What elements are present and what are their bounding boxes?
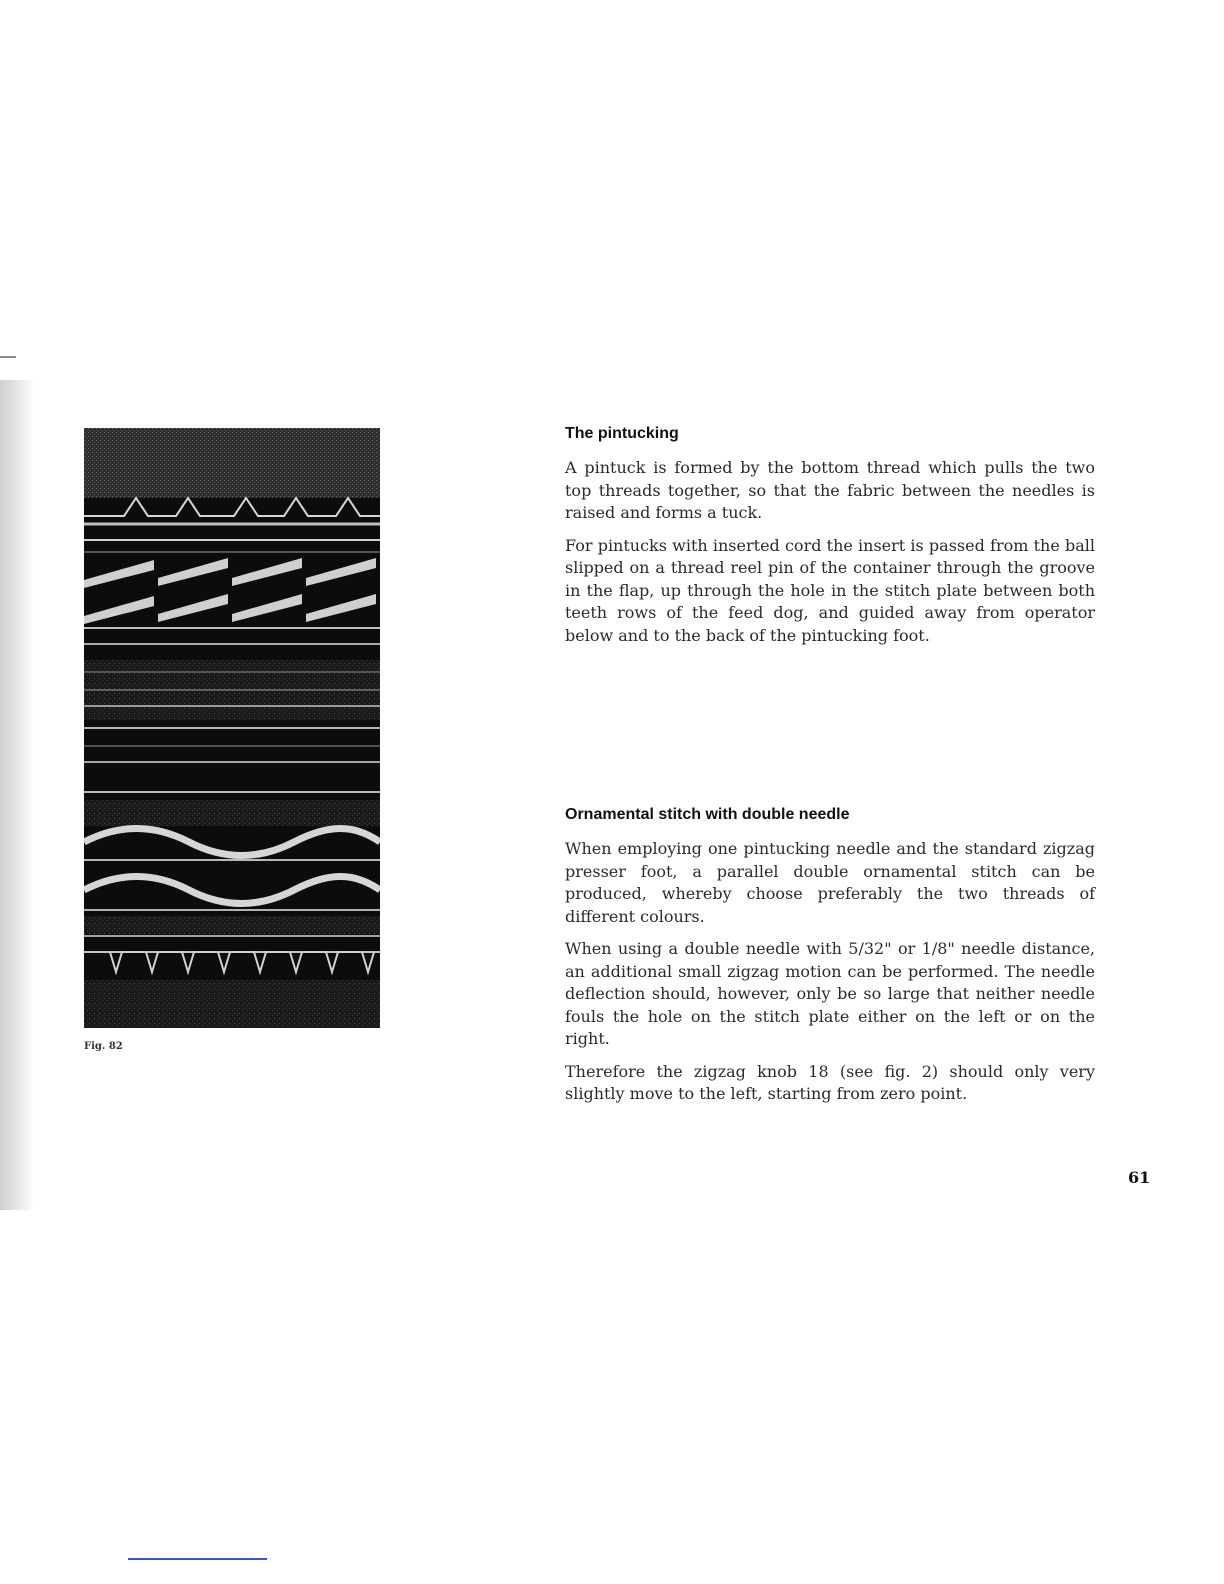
section-pintucking [565,425,1095,657]
section-ornamental-stitch [565,806,1095,1116]
stitch-sample-photo [84,428,380,1028]
paragraph: A pintuck is formed by the bottom thread which pulls the two top threads together, so that the fabric between the needles is raised and forms a tuck. [565,458,1095,522]
figure-caption: Fig. 82 [84,1041,123,1052]
paragraph: For pintucks with inserted cord the insert is passed from the ball slipped on a thread reel pin of the container through the groove in the flap, up through the hole in the stitch plate between both teeth rows of the feed dog, and guided away from operator below and to the back of the pintucking foot. [565,535,1095,645]
paragraph: When employing one pintucking needle and the standard zigzag presser foot, a parallel double ornamental stitch can be produced, whereby choose preferably the two threads of different colours. [565,839,1095,926]
page-edge-mark [0,356,16,358]
paragraph: Therefore the zigzag knob 18 (see fig. 2) should only very slightly move to the left, starting from zero point. [565,1061,1095,1103]
paragraph: When using a double needle with 5/32" or 1/8" needle distance, an additional small zigzag motion can be performed. The needle deflection should, however, only be so large that neither needle fouls the hole on the stitch plate either on the left or on the right. [565,939,1095,1048]
page-number: 61 [1128,1168,1151,1187]
bottom-rule [128,1558,267,1560]
page-edge-shadow [0,380,34,1210]
section-heading: Ornamental stitch with double needle [565,806,850,823]
section-heading: The pintucking [565,425,679,442]
